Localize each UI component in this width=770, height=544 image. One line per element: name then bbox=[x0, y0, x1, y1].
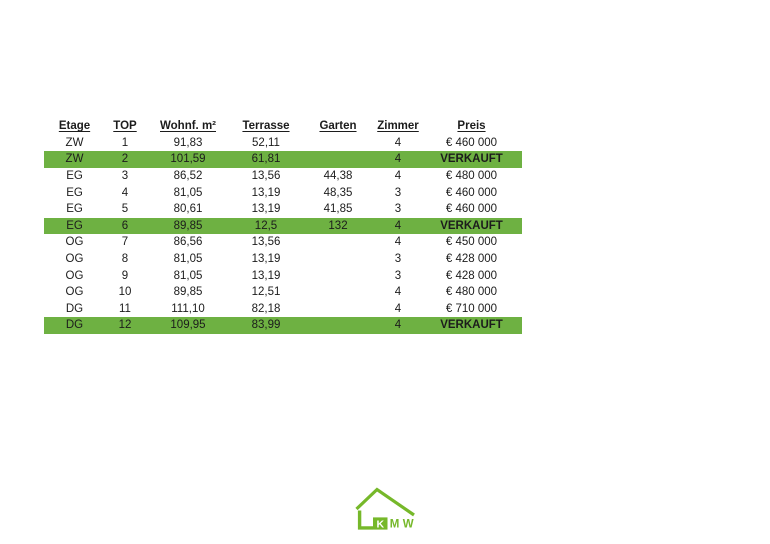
table-row bbox=[44, 168, 522, 185]
cell-garten: 41,85 bbox=[323, 203, 353, 216]
cell-zimmer: 4 bbox=[394, 219, 402, 232]
cell-etage: DG bbox=[65, 302, 84, 315]
cell-zimmer: 4 bbox=[394, 286, 402, 299]
cell-preis: € 480 000 bbox=[445, 170, 498, 183]
cell-terrasse: 12,5 bbox=[254, 219, 278, 232]
cell-preis: € 460 000 bbox=[445, 136, 498, 149]
cell-preis: € 480 000 bbox=[445, 286, 498, 299]
table-row bbox=[44, 284, 522, 301]
table-row bbox=[44, 135, 522, 152]
cell-etage: OG bbox=[65, 269, 84, 282]
cell-terrasse: 13,19 bbox=[251, 253, 281, 266]
table-row bbox=[44, 267, 522, 284]
cell-etage: ZW bbox=[65, 153, 84, 166]
cell-etage: EG bbox=[66, 170, 83, 183]
cell-terrasse: 13,19 bbox=[251, 269, 281, 282]
cell-preis: € 460 000 bbox=[445, 186, 498, 199]
cell-top: 8 bbox=[121, 253, 129, 266]
cell-terrasse: 13,56 bbox=[251, 170, 281, 183]
logo-letter-m: M bbox=[389, 518, 400, 531]
cell-garten bbox=[301, 151, 375, 168]
cell-etage: OG bbox=[65, 253, 84, 266]
cell-garten: 132 bbox=[328, 219, 348, 232]
table-row bbox=[44, 201, 522, 218]
cell-wohnf: 101,59 bbox=[170, 153, 206, 166]
table-row bbox=[44, 251, 522, 268]
cell-zimmer: 4 bbox=[394, 319, 402, 332]
cell-top: 12 bbox=[118, 319, 132, 332]
cell-wohnf: 80,61 bbox=[173, 203, 203, 216]
cell-terrasse: 13,19 bbox=[251, 203, 281, 216]
cell-garten bbox=[301, 317, 375, 334]
cell-preis: € 450 000 bbox=[445, 236, 498, 249]
column-header-zimmer: Zimmer bbox=[377, 120, 419, 133]
cell-wohnf: 89,85 bbox=[173, 286, 203, 299]
cell-etage: DG bbox=[65, 319, 84, 332]
cell-top: 2 bbox=[121, 153, 129, 166]
cell-wohnf: 81,05 bbox=[173, 186, 203, 199]
cell-zimmer: 4 bbox=[394, 236, 402, 249]
cell-garten bbox=[301, 234, 375, 251]
cell-etage: EG bbox=[66, 186, 83, 199]
cell-terrasse: 12,51 bbox=[251, 286, 281, 299]
cell-top: 10 bbox=[118, 286, 132, 299]
cell-zimmer: 4 bbox=[394, 136, 402, 149]
cell-top: 1 bbox=[121, 136, 129, 149]
cell-garten bbox=[301, 251, 375, 268]
cell-terrasse: 13,19 bbox=[251, 186, 281, 199]
column-header-garten: Garten bbox=[319, 120, 357, 133]
cell-terrasse: 82,18 bbox=[251, 302, 281, 315]
cell-top: 7 bbox=[121, 236, 129, 249]
cell-zimmer: 3 bbox=[394, 203, 402, 216]
cell-wohnf: 111,10 bbox=[171, 302, 205, 315]
cell-etage: EG bbox=[66, 219, 83, 232]
cell-preis: VERKAUFT bbox=[440, 219, 503, 232]
kmw-logo bbox=[352, 483, 418, 535]
table-row bbox=[44, 234, 522, 251]
cell-zimmer: 4 bbox=[394, 302, 402, 315]
column-header-terrasse: Terrasse bbox=[242, 120, 290, 133]
logo-wall-base bbox=[360, 511, 373, 528]
cell-terrasse: 83,99 bbox=[251, 319, 281, 332]
cell-terrasse: 13,56 bbox=[251, 236, 281, 249]
cell-top: 4 bbox=[121, 186, 129, 199]
cell-preis: € 710 000 bbox=[445, 302, 498, 315]
logo-letter-w: W bbox=[402, 518, 414, 531]
table-row bbox=[44, 218, 522, 235]
cell-garten bbox=[301, 267, 375, 284]
cell-preis: € 460 000 bbox=[445, 203, 498, 216]
cell-wohnf: 89,85 bbox=[173, 219, 203, 232]
cell-top: 6 bbox=[121, 219, 129, 232]
cell-preis: € 428 000 bbox=[445, 269, 498, 282]
cell-etage: OG bbox=[65, 286, 84, 299]
table-header-row bbox=[44, 118, 522, 135]
house-logo-icon bbox=[352, 483, 418, 535]
cell-preis: VERKAUFT bbox=[440, 153, 503, 166]
table-row bbox=[44, 184, 522, 201]
cell-zimmer: 3 bbox=[394, 269, 402, 282]
cell-etage: EG bbox=[66, 203, 83, 216]
cell-top: 9 bbox=[121, 269, 129, 282]
cell-wohnf: 86,56 bbox=[173, 236, 203, 249]
cell-garten bbox=[301, 301, 375, 318]
cell-garten bbox=[301, 135, 375, 152]
price-table bbox=[44, 118, 522, 334]
cell-garten bbox=[301, 284, 375, 301]
cell-top: 11 bbox=[119, 302, 131, 315]
cell-terrasse: 52,11 bbox=[252, 136, 280, 149]
cell-wohnf: 109,95 bbox=[170, 319, 206, 332]
cell-zimmer: 4 bbox=[394, 153, 402, 166]
table-row bbox=[44, 151, 522, 168]
cell-wohnf: 86,52 bbox=[173, 170, 203, 183]
cell-zimmer: 3 bbox=[394, 253, 402, 266]
column-header-wohnf: Wohnf. m² bbox=[160, 120, 216, 133]
cell-top: 3 bbox=[121, 170, 129, 183]
logo-roof bbox=[357, 490, 415, 516]
cell-garten: 44,38 bbox=[323, 170, 353, 183]
column-header-top: TOP bbox=[113, 120, 137, 133]
cell-wohnf: 81,05 bbox=[173, 253, 203, 266]
cell-wohnf: 91,83 bbox=[173, 136, 203, 149]
column-header-etage: Etage bbox=[58, 120, 91, 133]
table-row bbox=[44, 317, 522, 334]
cell-etage: OG bbox=[65, 236, 84, 249]
cell-zimmer: 4 bbox=[394, 170, 402, 183]
price-table-body bbox=[44, 135, 522, 334]
cell-preis: € 428 000 bbox=[445, 253, 498, 266]
cell-preis: VERKAUFT bbox=[440, 319, 503, 332]
cell-top: 5 bbox=[121, 203, 129, 216]
cell-etage: ZW bbox=[65, 136, 84, 149]
table-row bbox=[44, 301, 522, 318]
cell-garten: 48,35 bbox=[323, 186, 353, 199]
logo-letter-k: K bbox=[376, 518, 385, 531]
cell-zimmer: 3 bbox=[394, 186, 402, 199]
column-header-preis: Preis bbox=[457, 120, 486, 133]
cell-wohnf: 81,05 bbox=[173, 269, 203, 282]
cell-terrasse: 61,81 bbox=[251, 153, 281, 166]
